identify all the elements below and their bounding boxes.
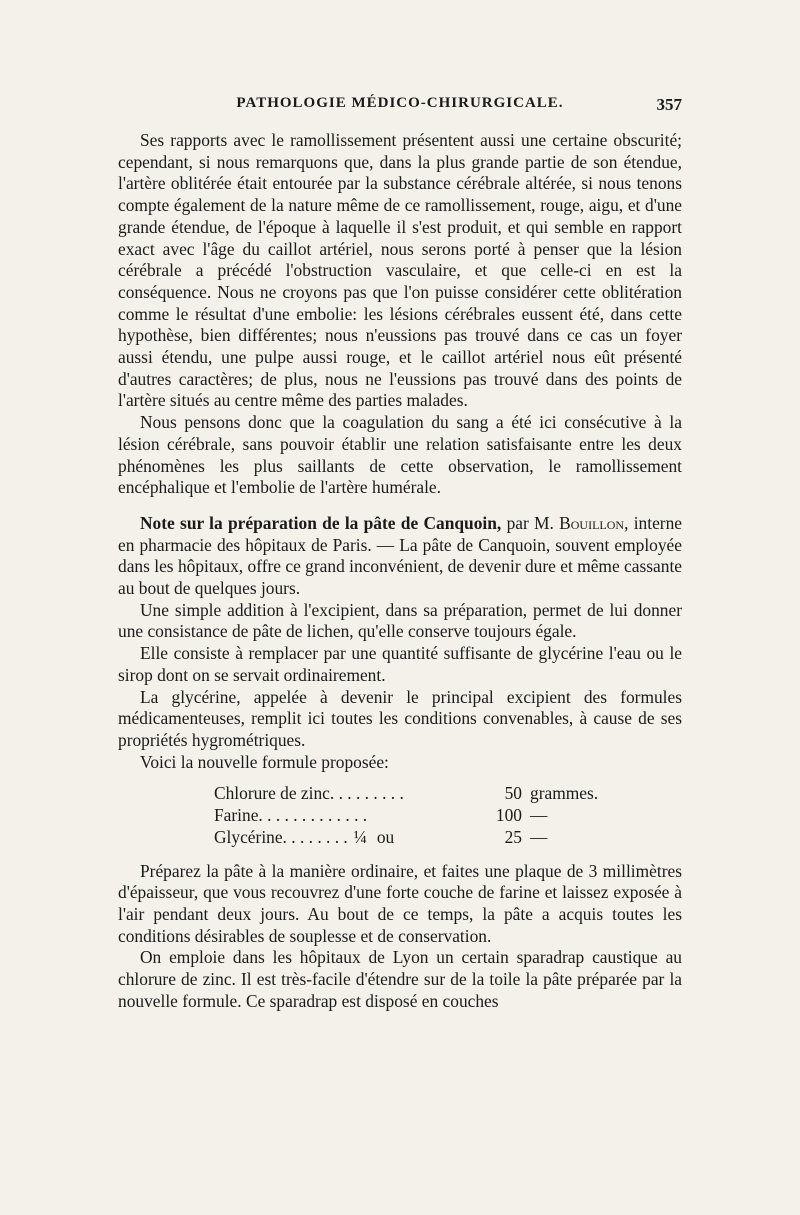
ingredient-name: Glycérine. . . . . . . . — [214, 826, 348, 847]
ingredient-qty: 50 — [504, 783, 522, 804]
formula-table — [214, 783, 682, 848]
formula-row — [214, 827, 682, 849]
paragraph: Une simple addition à l'excipient, dans sa préparation, permet de lui donner une consistance de pâte de lichen, qu'elle conserve toujours égale. — [118, 599, 682, 642]
page-number: 357 — [656, 95, 682, 114]
formula-row — [214, 783, 682, 805]
ingredient-unit: grammes. — [530, 783, 599, 804]
paragraph: On emploie dans les hôpitaux de Lyon un certain sparadrap caustique au chlorure de zinc. Il est très-facile d'étendre sur de la toile la pâte préparée par la nouvelle formule. Ce sparadrap est disposé en couches — [118, 947, 682, 1011]
note-by: par M. — [501, 512, 560, 533]
paragraph: La glycérine, appelée à devenir le principal excipient des formules médicamenteuses, remplit ici toutes les conditions convenables, à cause de ses propriétés hygrométriques. — [118, 686, 682, 750]
ingredient-unit: — — [530, 826, 548, 847]
paragraph: Préparez la pâte à la manière ordinaire, et faites une plaque de 3 millimètres d'épaisseur, que vous recouvrez d'une forte couche de farine et laissez exposée à l'air pendant deux jours. Au bout de ce temps, la pâte a acquis toutes les conditions désirables de souplesse et de conservation. — [118, 860, 682, 946]
note-text: , interne en pharmacie des hôpitaux de Paris. — La pâte de Canquoin, souvent employée dans les hôpitaux, offre ce grand inconvénient, de devenir dure et même cassante au bout de quelques jours. — [118, 512, 682, 599]
page-header — [118, 95, 682, 119]
formula-row — [214, 805, 682, 827]
paragraph: Elle consiste à remplacer par une quantité suffisante de glycérine l'eau ou le sirop dont on se servait ordinairement. — [118, 643, 682, 685]
body-text — [118, 130, 682, 1012]
ingredient-qty: 25 — [504, 826, 522, 847]
ingredient-unit: — — [530, 805, 548, 826]
paragraph: Nous pensons donc que la coagulation du sang a été ici consécutive à la lésion cérébrale, sans pouvoir établir une relation satisfaisante entre les deux phénomènes les plus saillants de cette observation, le ramollissement encéphalique et l'embolie de l'artère humérale. — [118, 412, 682, 498]
author-name: Bouillon — [559, 512, 625, 533]
note-paragraph — [118, 513, 682, 600]
paragraph: Ses rapports avec le ramollissement présentent aussi une certaine obscurité; cependant, si nous remarquons que, dans la plus grande partie de son étendue, l'artère oblitérée était entourée par la substance cérébrale altérée, si nous tenons compte également de la nature même de ce ramollissement, rouge, aigu, et d'une grande étendue, de l'époque à laquelle il s'est produit, et qui semble en rapport exact avec l'âge du caillot artériel, nous serons porté à penser que la lésion cérébrale a précédé l'obstruction vasculaire, et que celle-ci en est la conséquence. Nous ne croyons pas que l'on puisse considérer cette oblitération comme le résultat d'une embolie: les lésions cérébrales eussent été, dans cette hypothèse, bien différentes; nous n'eussions pas trouvé dans ce cas un foyer aussi étendu, une pulpe aussi rouge, et le caillot artériel nous eût présenté d'autres caractères; de plus, nous ne l'eussions pas trouvé dans des points de l'artère situés au centre même des parties malades. — [118, 130, 682, 411]
ingredient-name-group — [214, 827, 474, 849]
paragraph: Voici la nouvelle formule proposée: — [140, 751, 389, 772]
ingredient-or: ou — [376, 826, 395, 847]
running-title: PATHOLOGIE MÉDICO-CHIRURGICALE. — [236, 95, 564, 111]
ingredient-fraction: ¼ — [353, 826, 367, 847]
section-title: Note sur la préparation de la pâte de Canquoin, — [140, 512, 502, 533]
ingredient-qty: 100 — [495, 805, 522, 826]
ingredient-name: Farine. . . . . . . . . . . . . — [214, 805, 368, 826]
ingredient-name: Chlorure de zinc. . . . . . . . . — [214, 783, 404, 804]
